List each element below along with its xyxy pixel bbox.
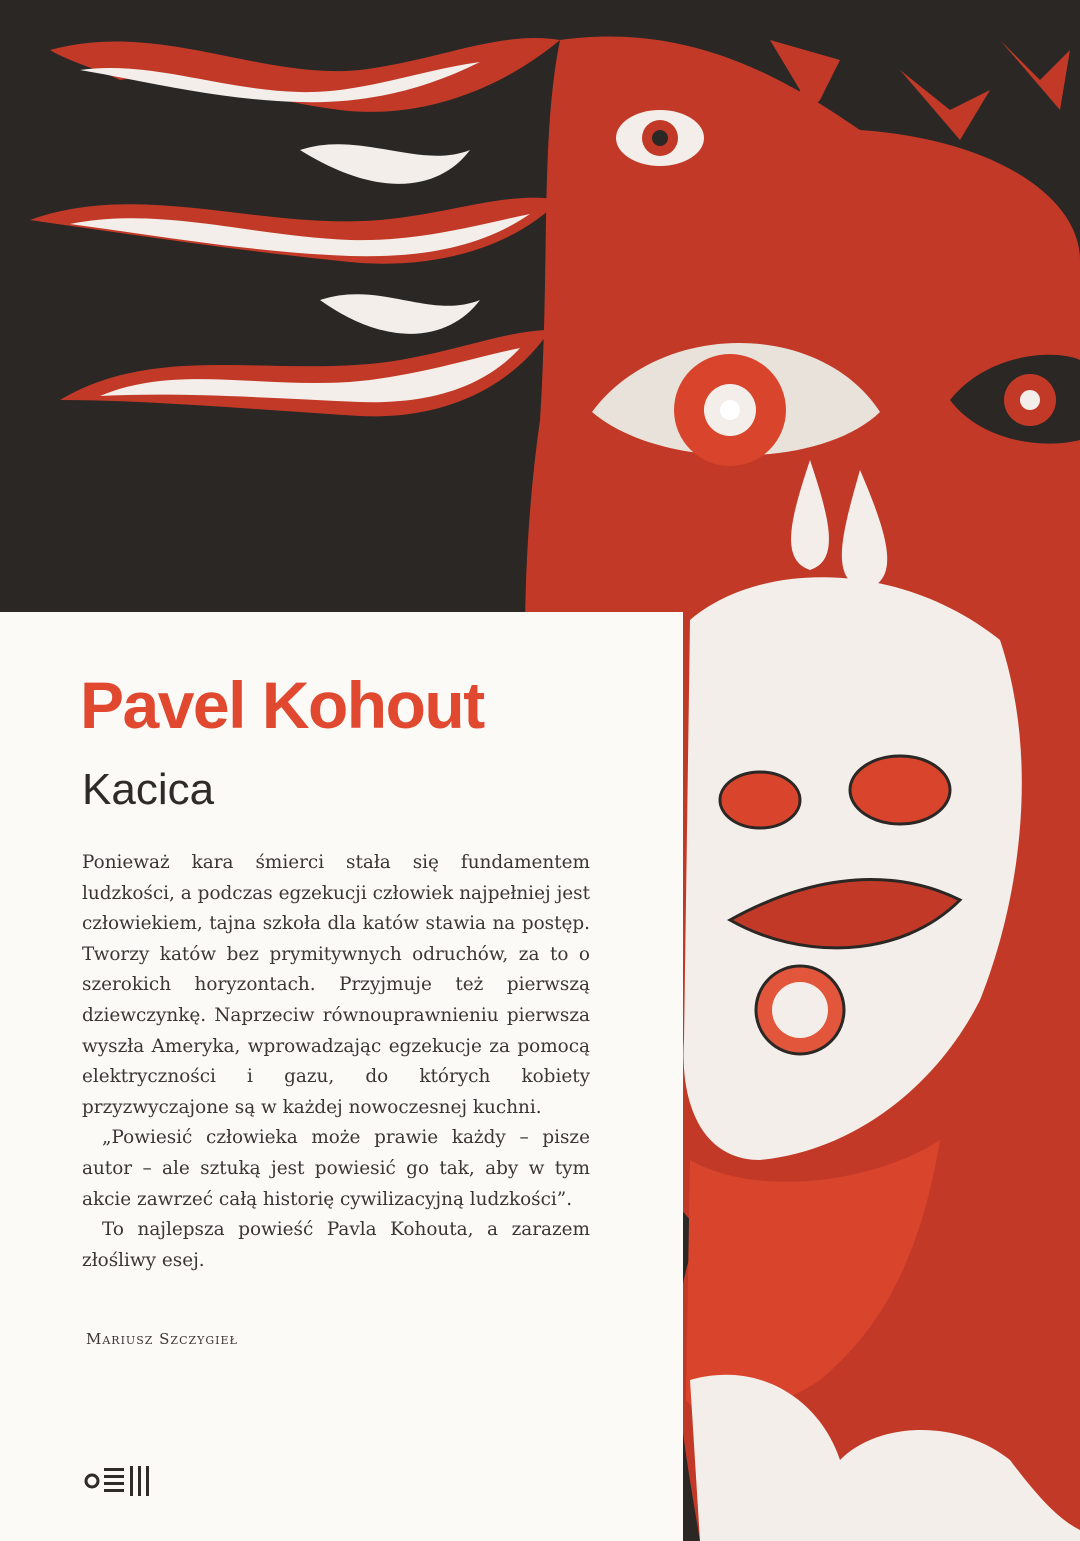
book-title: Kacica xyxy=(82,765,215,814)
author-name: Pavel Kohout xyxy=(80,668,484,742)
blurb-paragraph: „Powiesić człowieka może prawie każdy – pisze autor – ale sztuką jest powiesić go tak, aby w tym akcie zawrzeć całą historię cywilizacyjną ludzkości”. xyxy=(82,1127,590,1210)
publisher-logo-icon xyxy=(84,1462,168,1500)
blurb xyxy=(82,848,590,1276)
blurb-signature: Mariusz Szczygieł xyxy=(86,1330,238,1348)
blurb-paragraph: Ponieważ kara śmierci stała się fundamentem ludzkości, a podczas egzekucji człowiek najpełniej jest człowiekiem, tajna szkoła dla katów stawia na postęp. Tworzy katów bez prymitywnych odruchów, za to o szerokich horyzontach. Przyjmuje też pierwszą dziewczynkę. Naprzeciw równouprawnieniu pierwsza wyszła Ameryka, wprowadzając egzekucje za pomocą elektryczności i gazu, do których kobiety przyzwyczajone są w każdej nowoczesnej kuchni. xyxy=(82,852,590,1118)
blurb-paragraph: To najlepsza powieść Pavla Kohouta, a zarazem złośliwy esej. xyxy=(82,1219,590,1271)
